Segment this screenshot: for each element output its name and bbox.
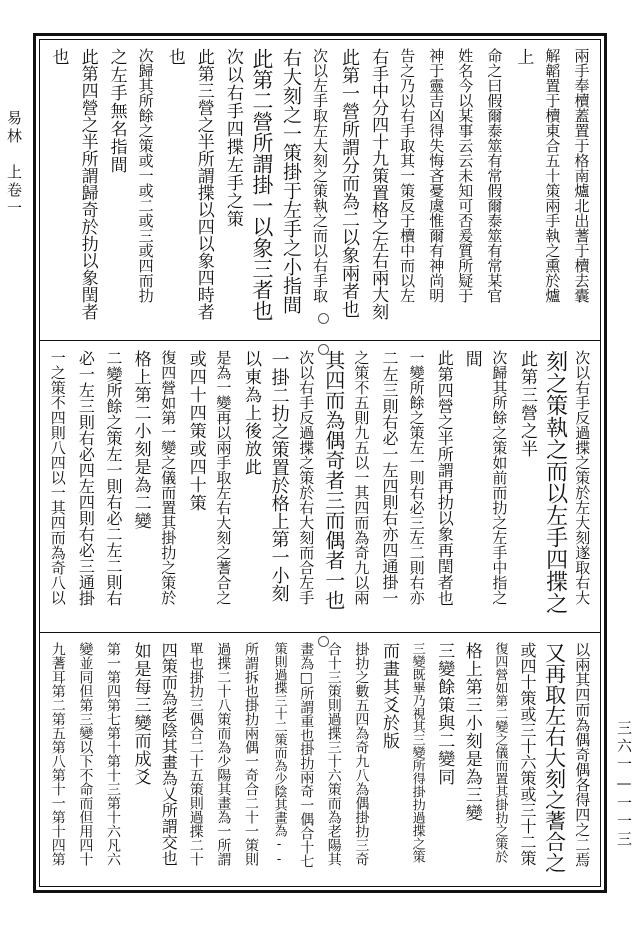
text-column: 九蓍耳第二第五第八第十一第十四第 (49, 642, 66, 866)
text-column: 次以右手反過揲之策於左大刻遂取右大 (573, 350, 592, 605)
text-column: 其四而為偶奇者三而偶者一也 (321, 350, 346, 610)
text-column: 命之曰假爾泰筮有常假爾泰筮有常某官 (485, 48, 504, 303)
text-panel-bottom (44, 642, 596, 886)
text-column: 單也掛扐三偶合二十五策則過揲二十 (187, 642, 204, 866)
text-column: 如是每三變而成爻 (130, 642, 151, 786)
text-column: 二左三則右必一左四則右亦四通掛一 (380, 350, 399, 606)
text-column: 三變餘策與二變同 (434, 642, 455, 786)
text-column: 神于靈吉凶得失悔吝憂虞惟爾有神尚明 (427, 48, 446, 303)
text-column: 此第四營之半所謂再扐以象再閏者也 (435, 350, 455, 606)
text-column: 次以右手反過揲之策於右大刻而合左手 (297, 350, 316, 605)
text-column: 次以右手四揲左手之策 (222, 48, 243, 228)
text-column: 此第三營之半 (517, 350, 537, 458)
margin-page-number: 三六一—一一三 (615, 720, 633, 849)
text-column: 解韜置于櫝東合五十策兩手執之熏於爐 (543, 48, 562, 303)
text-column: 告之乃以右手取其一策反于櫝中而以左 (398, 48, 417, 303)
text-column: 次歸其所餘之策或一或二或三或四而扐 (136, 48, 155, 303)
text-column: 刻之策執之而以左手四揲之 (542, 350, 568, 614)
text-panel-top (44, 48, 596, 336)
text-column: 此第一營所謂分而為二以象兩者也 (339, 48, 361, 318)
text-column: 一掛二扐之策置於格上第一小刻 (268, 350, 290, 602)
text-column: 格上第三小刻是為三變 (461, 642, 482, 822)
text-column: 以東為上後放此 (241, 350, 261, 476)
text-column: 此第三營之半所謂揲以四以象四時者 (193, 48, 214, 320)
text-column: 又再取左右大刻之蓍合之 (542, 642, 567, 873)
text-column: 復四營如第二變之儀而置其掛扐之策於 (492, 642, 508, 863)
text-column: 之左手無名指間 (106, 48, 127, 174)
text-column: 右大刻之一策掛于左手之小指間 (279, 48, 302, 314)
text-column: 右手中分四十九策置格之左右兩大刻 (368, 48, 389, 320)
text-column: 所謂拆也掛扐兩偶一奇合二十一策則 (243, 642, 259, 866)
text-column: 三變既畢乃視其三變所得掛扐過揲之策 (409, 642, 425, 863)
text-column: 也 (48, 48, 69, 66)
text-column: 兩手奉櫝蓋置于格南爐北出蓍于櫝去囊 (572, 48, 591, 303)
text-column: 間 (461, 350, 482, 368)
text-column: 變並同但第三變以下不命而但用四十 (77, 642, 94, 866)
text-column: 姓名今以某事云云未知可否爰質所疑于 (456, 48, 475, 303)
text-column: 是為一變再以兩手取左右大刻之蓍合之 (214, 350, 233, 605)
panel-divider-2 (40, 632, 600, 633)
text-column: 過揲二十八策而為少陽其畫為一所謂 (215, 642, 232, 866)
text-column: 以兩其四而為偶奇偶各得四之二焉 (573, 642, 592, 867)
margin-title: 易林 上卷一 (5, 110, 23, 218)
text-column: 次以左手取左大刻之策執之而以右手取 (311, 48, 329, 303)
text-column: 畫為□所謂重也掛扐兩奇一偶合十七 (298, 642, 315, 868)
text-column: 一變所餘之策左一則右必三左二則右亦 (407, 350, 426, 605)
text-column: 復四營如第一變之儀而置其掛扐之策於 (159, 350, 178, 605)
text-column: 此第二營所謂掛一以象三者也 (249, 48, 274, 321)
text-column: 次歸其所餘之策如前而扐之左手中指之 (490, 350, 509, 605)
text-column: 格上第二小刻是為二變 (130, 350, 151, 530)
text-column: 或四十四策或四十策 (185, 350, 206, 512)
text-column: 合十三策則過揲三十六策而為老陽其 (325, 642, 342, 866)
text-column: 之策不五則九五以一其四而為奇九以兩 (352, 350, 371, 605)
text-column: 而畫其爻於版 (379, 642, 399, 750)
text-column: 此第四營之半所謂歸奇於扐以象閏者 (77, 48, 98, 320)
text-column: 掛扐之數五四為奇九八為偶掛扐三奇 (353, 642, 370, 866)
text-column: 第一第四第七第十第十三第十六凡六 (105, 642, 121, 866)
text-column: 二變所餘之策左一則右必二左二則右 (104, 350, 123, 606)
text-column: 或四十策或三十六策或三十二策 (518, 642, 537, 866)
text-column: 必一左三則右必四左四則右必三通掛 (76, 350, 96, 606)
text-column: 也 (164, 48, 185, 66)
panel-divider-1 (40, 340, 600, 341)
text-column: 策則過揲三十二策而為少陰其畫為-- (271, 642, 287, 867)
text-panel-middle (44, 350, 596, 628)
text-column: 一之策不四則八四以一其四而為奇八以 (48, 350, 67, 605)
text-column: 上 (513, 48, 534, 66)
text-column: 四策而為老陰其畫為乂所謂交也 (159, 642, 179, 866)
